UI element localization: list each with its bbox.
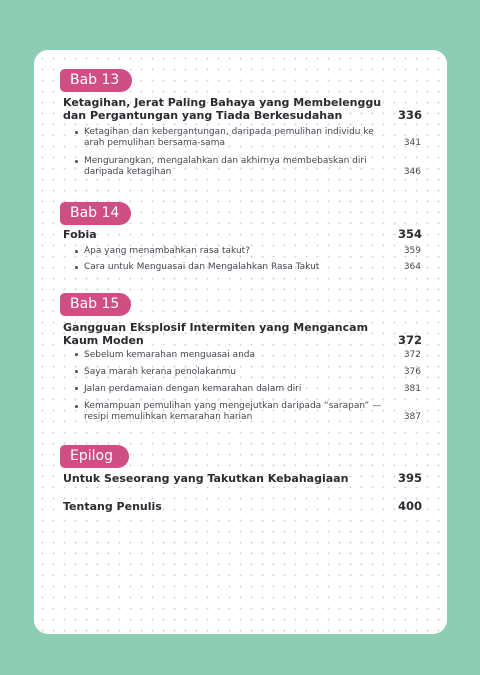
toc-card (34, 50, 447, 634)
chapter-15-page: 372 (397, 333, 422, 347)
chapter-15[interactable] (63, 321, 422, 347)
chapter-badge-14: Bab 14 (60, 202, 131, 225)
bullet (75, 160, 78, 163)
bullet (75, 250, 78, 253)
chapter-13[interactable] (63, 96, 422, 122)
chapter-13-title: Ketagihan, Jerat Paling Bahaya yang Membelenggu dan Pergantungan yang Tiada Berkesudahan (63, 96, 382, 122)
chapter-14-title: Fobia (63, 228, 97, 241)
bullet (75, 131, 78, 134)
chapter-14-page: 354 (397, 227, 422, 241)
list-item-title: Sebelum kemarahan menguasai anda (84, 350, 255, 360)
epilog-page: 395 (397, 471, 422, 485)
list-item[interactable] (84, 156, 421, 178)
list-item[interactable] (84, 401, 421, 423)
bullet (75, 387, 78, 390)
bullet (75, 405, 78, 408)
list-item-page: 346 (403, 167, 421, 177)
list-item-title: Saya marah kerana penolakanmu (84, 367, 236, 377)
list-item-title: Apa yang menambahkan rasa takut? (84, 246, 250, 256)
list-item-title: Mengurangkan, mengalahkan dan akhirnya membebaskan diri daripada ketagihan (84, 156, 367, 177)
list-item-page: 341 (403, 138, 421, 148)
bullet (75, 266, 78, 269)
list-item[interactable] (84, 127, 421, 149)
epilog-title: Untuk Seseorang yang Takutkan Kebahagiaan (63, 472, 349, 485)
about-author-title: Tentang Penulis (63, 500, 162, 513)
bullet (75, 370, 78, 373)
epilog-badge: Epilog (60, 445, 129, 468)
about-author[interactable] (63, 500, 422, 513)
list-item[interactable] (84, 246, 421, 257)
list-item-title: Cara untuk Menguasai dan Mengalahkan Rasa Takut (84, 262, 320, 272)
chapter-14[interactable] (63, 228, 422, 241)
list-item[interactable] (84, 350, 421, 361)
list-item-page: 372 (403, 350, 421, 360)
list-item-title: Ketagihan dan kebergantungan, daripada pemulihan individu ke arah pemulihan bersama-sama (84, 127, 374, 148)
list-item-page: 376 (403, 367, 421, 377)
about-author-page: 400 (397, 499, 422, 513)
list-item-page: 364 (403, 262, 421, 272)
list-item-title: Jalan perdamaian dengan kemarahan dalam diri (84, 384, 302, 394)
epilog[interactable] (63, 472, 422, 485)
list-item[interactable] (84, 367, 421, 378)
chapter-badge-13: Bab 13 (60, 69, 132, 92)
list-item-page: 359 (403, 246, 421, 256)
chapter-15-title: Gangguan Eksplosif Intermiten yang Mengancam Kaum Moden (63, 321, 369, 347)
list-item-page: 387 (403, 412, 421, 422)
bullet (75, 353, 78, 356)
list-item-page: 381 (403, 384, 421, 394)
chapter-badge-15: Bab 15 (60, 293, 131, 316)
list-item-title: Kemampuan pemulihan yang mengejutkan daripada “sarapan” — resipi memulihkan kemarahan harian (84, 401, 382, 422)
list-item[interactable] (84, 262, 421, 273)
list-item[interactable] (84, 384, 421, 395)
chapter-13-page: 336 (397, 108, 422, 122)
